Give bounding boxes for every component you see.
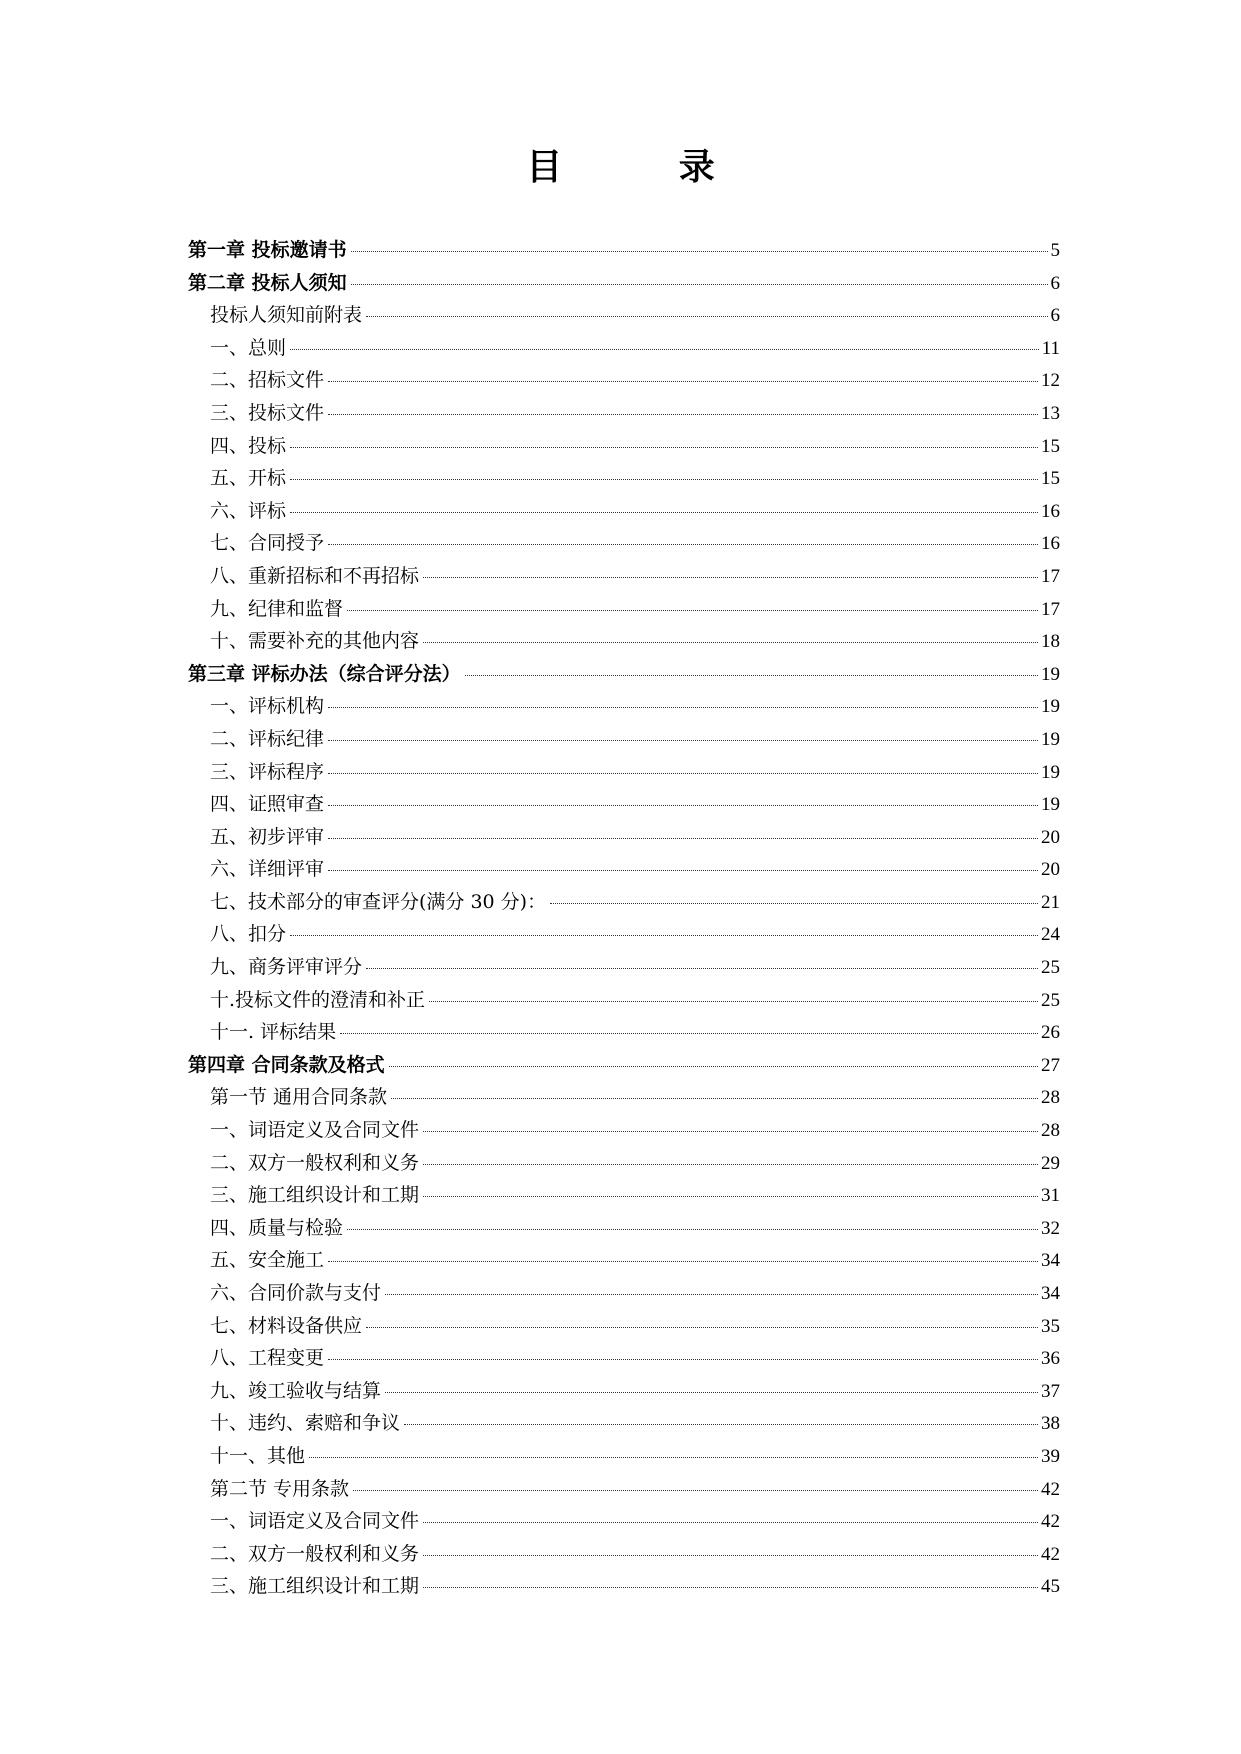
toc-section-entry[interactable] — [188, 495, 1060, 528]
toc-dot-leader — [328, 1261, 1038, 1262]
toc-entry-label: 九、竣工验收与结算 — [210, 1379, 382, 1402]
toc-page-number: 32 — [1041, 1217, 1060, 1239]
toc-dot-leader — [328, 870, 1038, 871]
toc-chapter-entry[interactable] — [188, 1049, 1060, 1082]
toc-section-entry[interactable] — [188, 593, 1060, 626]
toc-entry-label: 六、评标 — [210, 499, 287, 522]
toc-section-entry[interactable] — [188, 853, 1060, 886]
toc-section-entry[interactable] — [188, 1310, 1060, 1343]
toc-entry-label: 六、详细评审 — [210, 858, 325, 881]
toc-dot-leader — [423, 1164, 1038, 1165]
toc-page-number: 34 — [1041, 1250, 1060, 1272]
toc-dot-leader — [423, 577, 1038, 578]
toc-page-number: 29 — [1041, 1152, 1060, 1174]
toc-page-number: 16 — [1041, 533, 1060, 555]
toc-section-entry[interactable] — [188, 1016, 1060, 1049]
toc-entry-label: 第四章 合同条款及格式 — [188, 1053, 385, 1076]
toc-dot-leader — [353, 1490, 1038, 1491]
toc-dot-leader — [385, 1392, 1038, 1393]
toc-page-number: 15 — [1041, 435, 1060, 457]
toc-page-number: 19 — [1041, 696, 1060, 718]
toc-dot-leader — [423, 1587, 1038, 1588]
toc-entry-label: 十一. 评标结果 — [210, 1021, 337, 1044]
toc-page-number: 17 — [1041, 598, 1060, 620]
toc-dot-leader — [328, 740, 1038, 741]
toc-section-entry[interactable] — [188, 821, 1060, 854]
toc-page-number: 38 — [1041, 1413, 1060, 1435]
toc-dot-leader — [366, 316, 1047, 317]
toc-entry-label: 二、双方一般权利和义务 — [210, 1151, 420, 1174]
toc-page-number: 19 — [1041, 794, 1060, 816]
toc-entry-label: 一、评标机构 — [210, 695, 325, 718]
toc-section-entry[interactable] — [188, 1342, 1060, 1375]
toc-dot-leader — [328, 805, 1038, 806]
toc-page-number: 35 — [1041, 1315, 1060, 1337]
toc-page-number: 25 — [1041, 989, 1060, 1011]
toc-section-entry[interactable] — [188, 560, 1060, 593]
toc-entry-label: 三、投标文件 — [210, 401, 325, 424]
toc-section-entry[interactable] — [188, 430, 1060, 463]
toc-page-number: 45 — [1041, 1576, 1060, 1598]
toc-section-entry[interactable] — [188, 625, 1060, 658]
toc-page-number: 37 — [1041, 1380, 1060, 1402]
toc-dot-leader — [290, 447, 1038, 448]
toc-dot-leader — [328, 707, 1038, 708]
toc-page-number: 27 — [1041, 1054, 1060, 1076]
toc-entry-label: 十.投标文件的澄清和补正 — [210, 988, 426, 1011]
toc-section-entry[interactable] — [188, 723, 1060, 756]
toc-page-number: 24 — [1041, 924, 1060, 946]
toc-dot-leader — [423, 642, 1038, 643]
toc-entry-label: 第一章 投标邀请书 — [188, 239, 347, 261]
toc-page-number: 42 — [1041, 1511, 1060, 1533]
toc-dot-leader — [309, 1457, 1038, 1458]
toc-page-number: 42 — [1041, 1543, 1060, 1565]
toc-section-entry[interactable] — [188, 1473, 1060, 1506]
toc-section-entry[interactable] — [188, 1538, 1060, 1571]
toc-entry-label: 投标人须知前附表 — [210, 304, 363, 327]
toc-section-entry[interactable] — [188, 462, 1060, 495]
toc-page-number: 13 — [1041, 402, 1060, 424]
toc-page-number: 5 — [1050, 240, 1060, 261]
toc-dot-leader — [423, 1522, 1038, 1523]
toc-page-number: 6 — [1050, 272, 1060, 294]
toc-entry-label: 七、合同授予 — [210, 532, 325, 555]
toc-entry-label: 八、重新招标和不再招标 — [210, 564, 420, 587]
toc-page-number: 34 — [1041, 1283, 1060, 1304]
toc-section-entry[interactable] — [188, 951, 1060, 984]
toc-entry-label: 七、技术部分的审查评分(满分 30 分)： — [210, 890, 547, 913]
toc-section-entry[interactable] — [188, 788, 1060, 821]
toc-section-entry[interactable] — [188, 1375, 1060, 1408]
toc-entry-label: 五、初步评审 — [210, 825, 325, 848]
toc-page-number: 28 — [1041, 1087, 1060, 1109]
toc-section-entry[interactable] — [188, 984, 1060, 1017]
toc-page-number: 20 — [1041, 826, 1060, 848]
toc-section-entry[interactable] — [188, 1147, 1060, 1180]
toc-section-entry[interactable] — [188, 1570, 1060, 1603]
toc-page-number: 19 — [1041, 761, 1060, 783]
toc-section-entry[interactable] — [188, 1244, 1060, 1277]
toc-entry-label: 五、安全施工 — [210, 1249, 325, 1272]
toc-entry-label: 三、施工组织设计和工期 — [210, 1184, 420, 1207]
toc-page-number: 31 — [1041, 1185, 1060, 1207]
toc-entry-label: 第三章 评标办法（综合评分法） — [188, 662, 461, 685]
toc-dot-leader — [465, 675, 1038, 676]
toc-page-number: 39 — [1041, 1445, 1060, 1467]
toc-section-entry[interactable] — [188, 690, 1060, 723]
toc-dot-leader — [423, 1555, 1038, 1556]
toc-section-entry[interactable] — [188, 1407, 1060, 1440]
toc-page-number: 25 — [1041, 957, 1060, 979]
toc-page-number: 28 — [1041, 1120, 1060, 1142]
toc-dot-leader — [391, 1098, 1038, 1099]
toc-entry-label: 第二章 投标人须知 — [188, 271, 347, 294]
toc-dot-leader — [351, 284, 1048, 285]
toc-dot-leader — [328, 414, 1038, 415]
toc-dot-leader — [550, 903, 1038, 904]
toc-entry-label: 九、纪律和监督 — [210, 597, 344, 620]
toc-section-entry[interactable] — [188, 527, 1060, 560]
toc-page-number: 17 — [1041, 565, 1060, 587]
toc-page-number: 19 — [1041, 728, 1060, 750]
toc-dot-leader — [385, 1294, 1038, 1295]
toc-entry-label: 四、质量与检验 — [210, 1216, 344, 1239]
toc-section-entry[interactable] — [188, 1212, 1060, 1245]
toc-entry-label: 四、投标 — [210, 434, 287, 457]
toc-page-number: 36 — [1041, 1348, 1060, 1370]
toc-entry-label: 五、开标 — [210, 467, 287, 490]
toc-entry-label: 一、词语定义及合同文件 — [210, 1119, 420, 1142]
toc-section-entry[interactable] — [188, 332, 1060, 365]
toc-page-number: 18 — [1041, 631, 1060, 653]
toc-entry-label: 三、施工组织设计和工期 — [210, 1575, 420, 1598]
toc-section-entry[interactable] — [188, 1440, 1060, 1473]
toc-chapter-entry[interactable] — [188, 658, 1060, 691]
toc-page-number: 15 — [1041, 468, 1060, 490]
toc-dot-leader — [423, 1196, 1038, 1197]
toc-page-number: 21 — [1041, 891, 1060, 913]
toc-dot-leader — [328, 381, 1038, 382]
toc-entry-label: 二、招标文件 — [210, 369, 325, 392]
toc-entry-label: 八、扣分 — [210, 923, 287, 946]
toc-dot-leader — [366, 968, 1038, 969]
toc-dot-leader — [328, 773, 1038, 774]
toc-entry-label: 一、词语定义及合同文件 — [210, 1510, 420, 1533]
toc-dot-leader — [347, 1229, 1038, 1230]
toc-section-entry[interactable] — [188, 1277, 1060, 1310]
toc-section-entry[interactable] — [188, 1114, 1060, 1147]
toc-entry-label: 十、违约、索赔和争议 — [210, 1412, 401, 1435]
toc-page-number: 19 — [1041, 663, 1060, 685]
toc-section-entry[interactable] — [188, 364, 1060, 397]
toc-entry-label: 第二节 专用条款 — [210, 1477, 350, 1500]
toc-dot-leader — [328, 544, 1038, 545]
toc-section-entry[interactable] — [188, 756, 1060, 789]
toc-entry-label: 八、工程变更 — [210, 1347, 325, 1370]
table-of-contents — [188, 234, 1060, 1603]
toc-entry-label: 二、双方一般权利和义务 — [210, 1542, 420, 1565]
toc-entry-label: 七、材料设备供应 — [210, 1314, 363, 1337]
toc-entry-label: 十、需要补充的其他内容 — [210, 630, 420, 653]
toc-chapter-entry[interactable] — [188, 267, 1060, 300]
toc-dot-leader — [328, 1359, 1038, 1360]
toc-entry-label: 三、评标程序 — [210, 760, 325, 783]
toc-section-entry[interactable] — [188, 918, 1060, 951]
toc-page-number: 20 — [1041, 859, 1060, 881]
toc-dot-leader — [423, 1131, 1038, 1132]
toc-section-entry[interactable] — [188, 886, 1060, 919]
toc-page-number: 11 — [1041, 337, 1060, 359]
toc-entry-label: 一、总则 — [210, 336, 287, 359]
toc-page-number: 12 — [1041, 370, 1060, 392]
toc-chapter-entry[interactable] — [188, 234, 1060, 267]
toc-dot-leader — [429, 1001, 1038, 1002]
page-title: 目 录 — [526, 147, 767, 188]
toc-entry-label: 四、证照审查 — [210, 793, 325, 816]
toc-page-number: 16 — [1041, 500, 1060, 522]
toc-section-entry[interactable] — [188, 397, 1060, 430]
toc-dot-leader — [290, 935, 1038, 936]
toc-entry-label: 二、评标纪律 — [210, 727, 325, 750]
toc-entry-label: 九、商务评审评分 — [210, 956, 363, 979]
toc-dot-leader — [389, 1066, 1038, 1067]
toc-dot-leader — [340, 1033, 1038, 1034]
toc-dot-leader — [347, 610, 1038, 611]
toc-entry-label: 第一节 通用合同条款 — [210, 1086, 388, 1109]
toc-section-entry[interactable] — [188, 1081, 1060, 1114]
toc-entry-label: 十一、其他 — [210, 1444, 306, 1467]
toc-section-entry[interactable] — [188, 1505, 1060, 1538]
toc-dot-leader — [328, 838, 1038, 839]
toc-dot-leader — [366, 1327, 1038, 1328]
toc-entry-label: 六、合同价款与支付 — [210, 1282, 382, 1304]
toc-section-entry[interactable] — [188, 1179, 1060, 1212]
toc-dot-leader — [290, 349, 1039, 350]
toc-dot-leader — [290, 512, 1038, 513]
toc-dot-leader — [404, 1424, 1038, 1425]
toc-page-number: 42 — [1041, 1478, 1060, 1500]
toc-page-number: 26 — [1041, 1022, 1060, 1044]
toc-dot-leader — [290, 479, 1038, 480]
toc-page-number: 6 — [1050, 305, 1060, 327]
toc-dot-leader — [351, 251, 1048, 252]
toc-section-entry[interactable] — [188, 299, 1060, 332]
